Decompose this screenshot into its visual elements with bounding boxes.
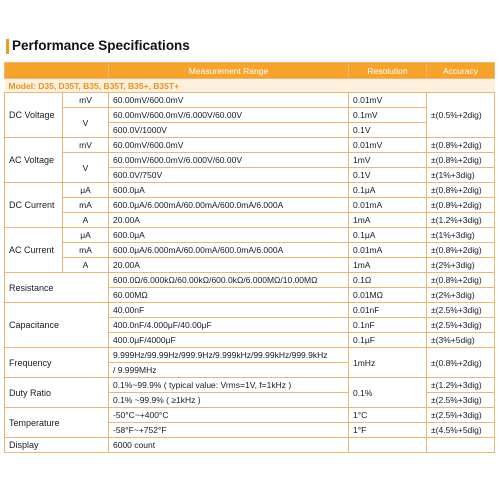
unit-cell: V: [63, 153, 109, 183]
accuracy-cell: ±(1.2%+3dig): [427, 213, 495, 228]
accuracy-cell: ±(1%+3dig): [427, 228, 495, 243]
accuracy-cell: ±(0.8%+2dig): [427, 348, 495, 378]
param-display: Display: [5, 438, 109, 453]
resolution-cell: 0.1mV: [349, 108, 427, 123]
accuracy-cell: ±(0.8%+2dig): [427, 183, 495, 198]
table-row: [5, 228, 495, 243]
table-row: [5, 198, 495, 213]
resolution-cell: 0.01MΩ: [349, 288, 427, 303]
accuracy-cell: ±(0.8%+2dig): [427, 138, 495, 153]
resolution-cell: 0.01mV: [349, 93, 427, 108]
unit-cell: mA: [63, 198, 109, 213]
accuracy-cell: ±(0.8%+2dig): [427, 153, 495, 168]
title-accent-bar: [6, 39, 9, 54]
accuracy-cell: ±(1%+3dig): [427, 168, 495, 183]
accuracy-cell: ±(2%+3dig): [427, 288, 495, 303]
unit-cell: A: [63, 213, 109, 228]
unit-cell: μA: [63, 183, 109, 198]
range-cell: 600.0V/750V: [109, 168, 349, 183]
range-cell: 400.0μF/4000μF: [109, 333, 349, 348]
accuracy-cell: ±(2%+3dig): [427, 258, 495, 273]
unit-cell: mV: [63, 138, 109, 153]
table-row: [5, 213, 495, 228]
model-text: Model: D35, D35T, B35, B35T, B35+, B35T+: [5, 79, 495, 93]
range-cell: -50°C~+400°C: [109, 408, 349, 423]
unit-cell: μA: [63, 228, 109, 243]
range-cell: 60.00mV/600.0mV: [109, 93, 349, 108]
resolution-cell: 0.1V: [349, 123, 427, 138]
resolution-cell: 0.1μA: [349, 228, 427, 243]
accuracy-cell: ±(2.5%+3dig): [427, 318, 495, 333]
range-cell: 20.00A: [109, 213, 349, 228]
resolution-cell: 0.01nF: [349, 303, 427, 318]
accuracy-cell: ±(0.8%+2dig): [427, 198, 495, 213]
param-ac-voltage: AC Voltage: [5, 138, 63, 183]
table-row: [5, 138, 495, 153]
page-title: Performance Specifications: [12, 38, 190, 53]
resolution-cell: 0.1V: [349, 168, 427, 183]
resolution-cell: 0.01mA: [349, 243, 427, 258]
accuracy-cell: ±(0.5%+2dig): [427, 93, 495, 138]
range-cell: 600.0μA/6.000mA/60.00mA/600.0mA/6.000A: [109, 198, 349, 213]
range-cell: / 9.999MHz: [109, 363, 349, 378]
range-cell: 60.00mV/600.0mV: [109, 138, 349, 153]
range-cell: 40.00nF: [109, 303, 349, 318]
range-cell: 60.00MΩ: [109, 288, 349, 303]
table-row: [5, 93, 495, 108]
accuracy-cell: ±(3%+5dig): [427, 333, 495, 348]
resolution-cell: 0.01mV: [349, 138, 427, 153]
range-cell: 0.1%~99.9% ( typical value: Vrms=1V, f=1kHz ): [109, 378, 349, 393]
accuracy-cell: ±(4.5%+5dig): [427, 423, 495, 438]
header-resolution: Resolution: [349, 63, 427, 79]
header-row: [5, 63, 495, 79]
table-row: [5, 303, 495, 318]
accuracy-cell: [427, 438, 495, 453]
table-row: [5, 378, 495, 393]
resolution-cell: 1mV: [349, 153, 427, 168]
range-cell: 600.0μA: [109, 228, 349, 243]
accuracy-cell: ±(2.5%+3dig): [427, 303, 495, 318]
table-row: [5, 183, 495, 198]
range-cell: 600.0μA/6.000mA/60.00mA/600.0mA/6.000A: [109, 243, 349, 258]
param-duty-ratio: Duty Ratio: [5, 378, 109, 408]
unit-cell: V: [63, 108, 109, 138]
table-row: [5, 258, 495, 273]
range-cell: 600.0V/1000V: [109, 123, 349, 138]
table-row: [5, 153, 495, 168]
unit-cell: mA: [63, 243, 109, 258]
table-row: [5, 108, 495, 123]
header-accuracy: Accuracy: [427, 63, 495, 79]
resolution-cell: 0.1%: [349, 378, 427, 408]
resolution-cell: 0.1μA: [349, 183, 427, 198]
resolution-cell: 0.1Ω: [349, 273, 427, 288]
range-cell: 0.1% ~99.9% ( ≥1kHz ): [109, 393, 349, 408]
accuracy-cell: ±(1.2%+3dig): [427, 378, 495, 393]
resolution-cell: 0.1nF: [349, 318, 427, 333]
range-cell: 60.00mV/600.0mV/6.000V/60.00V: [109, 153, 349, 168]
param-resistance: Resistance: [5, 273, 109, 303]
accuracy-cell: ±(0.8%+2dig): [427, 273, 495, 288]
header-blank: [5, 63, 109, 79]
spec-table: [4, 62, 495, 453]
accuracy-cell: ±(2.5%+3dig): [427, 408, 495, 423]
model-row: [5, 79, 495, 93]
range-cell: 600.0Ω/6.000kΩ/60.00kΩ/600.0kΩ/6.000MΩ/10.00MΩ: [109, 273, 349, 288]
resolution-cell: 1mA: [349, 258, 427, 273]
resolution-cell: 0.1μF: [349, 333, 427, 348]
range-cell: 20.00A: [109, 258, 349, 273]
accuracy-cell: ±(0.8%+2dig): [427, 243, 495, 258]
table-row: [5, 438, 495, 453]
unit-cell: mV: [63, 93, 109, 108]
resolution-cell: 1mA: [349, 213, 427, 228]
header-measurement-range: Measurement Range: [109, 63, 349, 79]
range-cell: 9.999Hz/99.99Hz/999.9Hz/9.999kHz/99.99kHz/999.9kHz: [109, 348, 349, 363]
table-row: [5, 348, 495, 363]
range-cell: 6000 count: [109, 438, 349, 453]
resolution-cell: 0.01mA: [349, 198, 427, 213]
range-cell: 400.0nF/4.000μF/40.00μF: [109, 318, 349, 333]
resolution-cell: [349, 438, 427, 453]
range-cell: 600.0μA: [109, 183, 349, 198]
unit-cell: A: [63, 258, 109, 273]
range-cell: 60.00mV/600.0mV/6.000V/60.00V: [109, 108, 349, 123]
resolution-cell: 1°F: [349, 423, 427, 438]
table-row: [5, 273, 495, 288]
param-dc-current: DC Current: [5, 183, 63, 228]
param-temperature: Temperature: [5, 408, 109, 438]
resolution-cell: 1mHz: [349, 348, 427, 378]
table-row: [5, 243, 495, 258]
accuracy-cell: ±(2.5%+3dig): [427, 393, 495, 408]
param-dc-voltage: DC Voltage: [5, 93, 63, 138]
param-ac-current: AC Current: [5, 228, 63, 273]
param-frequency: Frequency: [5, 348, 109, 378]
table-row: [5, 408, 495, 423]
range-cell: -58°F~+752°F: [109, 423, 349, 438]
param-capacitance: Capacitance: [5, 303, 109, 348]
resolution-cell: 1°C: [349, 408, 427, 423]
